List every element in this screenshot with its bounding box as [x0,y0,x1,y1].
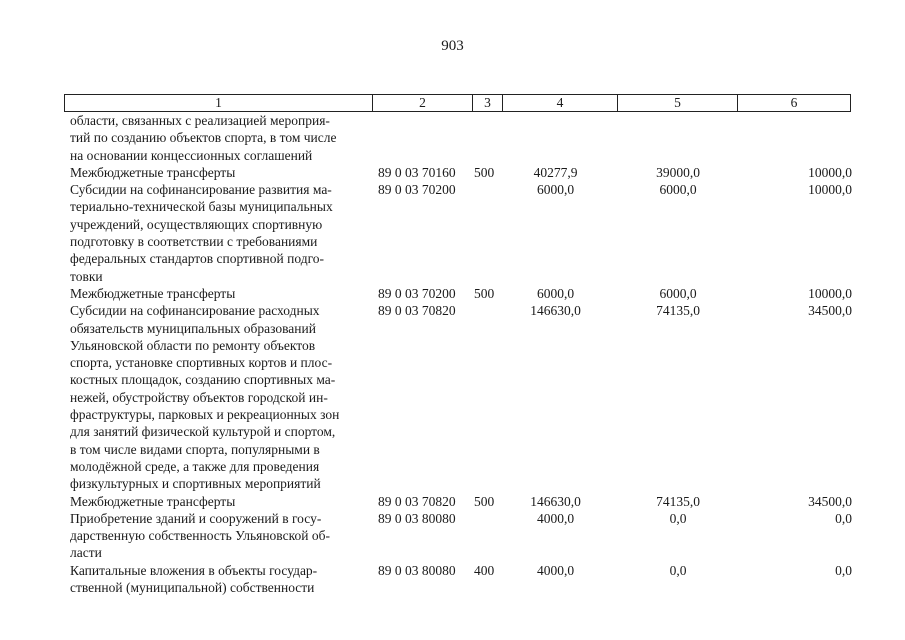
row-value-1: 6000,0 [536,182,575,198]
header-col-4: 4 [503,95,618,111]
row-name-line: Межбюджетные трансферты [70,493,236,509]
row-value-2: 0,0 [669,510,687,526]
row-value-3: 34500,0 [808,493,852,509]
row-name [70,112,364,164]
row-name [70,285,364,302]
row-name-line: области, связанных с реализацией мероприя- [70,113,330,128]
row-name-line: Межбюджетные трансферты [70,285,236,301]
row-name-line: ственной (муниципальной) собственности [70,580,315,596]
row-name-line: учреждений, осуществляющих спортивную [70,216,323,232]
row-code: 89 0 03 70820 [378,303,456,319]
row-name-line: Межбюджетные трансферты [70,164,236,180]
row-name [70,164,364,181]
row-name-line: териально-технической базы муниципальных [70,199,333,215]
row-value-2: 74135,0 [656,303,700,319]
row-type: 500 [474,493,495,509]
row-value-1: 4000,0 [536,562,575,578]
table-row [70,164,851,181]
row-name-line: в том числе видами спорта, популярными в [70,441,320,457]
row-name-line: товки [70,268,103,284]
row-code: 89 0 03 80080 [378,510,456,526]
header-col-5: 5 [618,95,738,111]
row-value-3: 10000,0 [808,164,852,180]
row-name-line: Приобретение зданий и сооружений в госу- [70,510,322,526]
row-value-3: 0,0 [835,562,852,578]
row-value-3: 10000,0 [808,285,852,301]
table-row [70,302,851,492]
header-col-2: 2 [373,95,473,111]
row-name-line: тий по созданию объектов спорта, в том числе [70,130,337,146]
row-name [70,302,364,492]
row-value-2: 74135,0 [656,493,700,509]
header-col-3: 3 [473,95,503,111]
row-name-line: костных площадок, созданию спортивных ма- [70,372,336,388]
row-value-2: 39000,0 [656,164,700,180]
row-value-3: 34500,0 [808,303,852,319]
row-name-line: нежей, обустройству объектов городской ин- [70,389,328,405]
row-name-line: фраструктуры, парковых и рекреационных зон [70,407,340,423]
row-name-line: молодёжной среде, а также для проведения [70,458,320,474]
table-row [70,562,851,597]
row-name-line: Ульяновской области по ремонту объектов [70,337,316,353]
header-col-6: 6 [790,95,798,110]
row-value-2: 6000,0 [659,285,697,301]
row-name-line: физкультурных и спортивных мероприятий [70,476,321,492]
row-name-line: спорта, установке спортивных кортов и плос- [70,355,333,371]
row-name-line: дарственную собственность Ульяновской об- [70,528,330,544]
row-type: 500 [474,285,495,301]
row-code: 89 0 03 70820 [378,493,456,509]
table-row [70,112,851,164]
row-code: 89 0 03 70160 [378,164,456,180]
row-value-2: 0,0 [669,562,687,578]
row-name [70,510,364,562]
row-name-line: подготовку в соответствии с требованиями [70,234,318,250]
row-name [70,493,364,510]
table-body [70,112,851,596]
row-value-1: 146630,0 [530,493,581,509]
row-type: 400 [474,562,495,578]
table-row [70,493,851,510]
row-value-3: 10000,0 [808,182,852,198]
header-col-1: 1 [65,95,373,111]
table-row [70,510,851,562]
row-name-line: обязательств муниципальных образований [70,320,316,336]
row-value-1: 6000,0 [536,285,575,301]
row-type: 500 [474,164,495,180]
row-name-line: Капитальные вложения в объекты государ- [70,562,318,578]
row-name-line: для занятий физической культурой и спортом, [70,424,336,440]
table-row [70,181,851,285]
row-name-line: ласти [70,545,102,561]
page-number: 903 [441,38,464,54]
row-value-1: 40277,9 [533,164,578,180]
row-name [70,181,364,285]
row-code: 89 0 03 80080 [378,562,456,578]
row-value-1: 4000,0 [536,510,575,526]
table-row [70,285,851,302]
row-name-line: Субсидии на софинансирование расходных [70,303,320,319]
row-name-line: Субсидии на софинансирование развития ма- [70,182,332,198]
row-code: 89 0 03 70200 [378,285,456,301]
row-value-2: 6000,0 [659,182,697,198]
row-value-1: 146630,0 [530,303,581,319]
row-name-line: на основании концессионных соглашений [70,147,313,163]
row-name [70,562,364,597]
row-value-3: 0,0 [835,510,852,526]
table-header [64,94,851,112]
row-code: 89 0 03 70200 [378,182,456,198]
row-name-line: федеральных стандартов спортивной подго- [70,251,325,267]
